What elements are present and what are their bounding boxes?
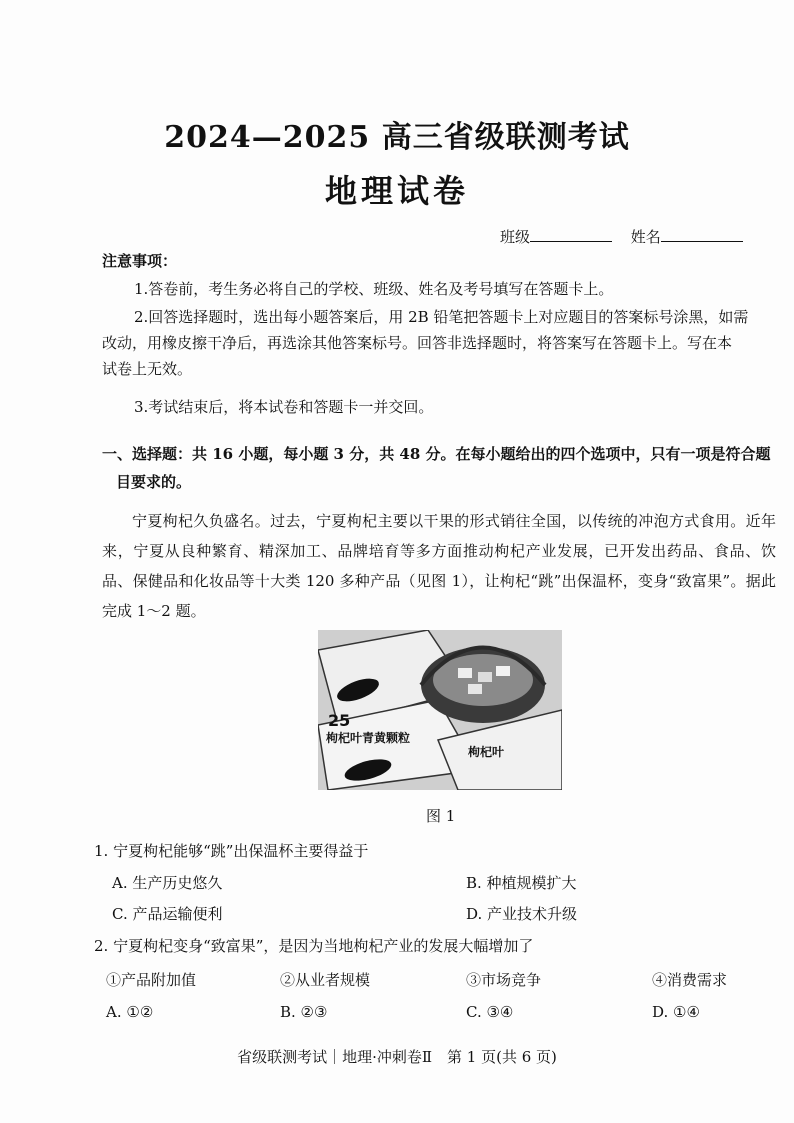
- class-label: 班级: [500, 228, 531, 246]
- question-2-option-b: B. ②③: [280, 1003, 328, 1021]
- reading-passage: 宁夏枸杞久负盛名。过去，宁夏枸杞主要以干果的形式销往全国，以传统的冲泡方式食用。近年来，宁夏从良种繁育、精深加工、品牌培育等多方面推动枸杞产业发展，已开发出药品、食品、饮品、保健品和化妆品等十大类 120 多种产品（见图 1），让枸杞“跳”出保温杯，变身“致富果”。据此完成 1～2 题。: [102, 512, 776, 620]
- goji-products-image: [318, 630, 562, 790]
- notice-item-2: [102, 304, 774, 382]
- page-footer: 省级联测考试｜地理·冲刺卷Ⅱ 第 1 页(共 6 页): [237, 1048, 557, 1066]
- notice-item-2-line-2: 改动，用橡皮擦干净后，再选涂其他答案标号。回答非选择题时，将答案写在答题卡上。写在本: [102, 334, 733, 352]
- question-1-option-b: B. 种植规模扩大: [466, 874, 577, 892]
- name-label: 姓名: [630, 228, 661, 246]
- box-label-1: 枸杞叶青黄颗粒: [326, 731, 411, 745]
- goji-products-photo: [318, 630, 562, 790]
- figure-caption: 图 1: [426, 807, 456, 825]
- box-label-2: 25: [328, 711, 351, 730]
- student-info-fields: [500, 226, 757, 247]
- question-2-option-a: A. ①②: [106, 1003, 154, 1021]
- section-heading-line-2: 目要求的。: [116, 473, 192, 491]
- question-2-stem: 2. 宁夏枸杞变身“致富果”，是因为当地枸杞产业的发展大幅增加了: [94, 937, 534, 955]
- question-2-statement-3: ③市场竞争: [466, 971, 542, 989]
- question-2-statement-2: ②从业者规模: [280, 971, 371, 989]
- question-1-stem: 1. 宁夏枸杞能够“跳”出保温杯主要得益于: [94, 842, 369, 860]
- notice-item-1: 1.答卷前，考生务必将自己的学校、班级、姓名及考号填写在答题卡上。: [134, 280, 614, 298]
- question-2-statement-4: ④消费需求: [652, 971, 728, 989]
- question-1-option-d: D. 产业技术升级: [466, 905, 578, 923]
- notice-item-2-line-3: 试卷上无效。: [102, 360, 193, 378]
- question-1-option-c: C. 产品运输便利: [112, 905, 223, 923]
- name-blank: [661, 229, 743, 242]
- section-heading-line-1: 一、选择题：共 16 小题，每小题 3 分，共 48 分。在每小题给出的四个选项中，只有一项是符合题: [102, 445, 771, 463]
- question-2-statement-1: ①产品附加值: [106, 971, 197, 989]
- question-1-option-a: A. 生产历史悠久: [112, 874, 223, 892]
- section-heading: [102, 440, 780, 496]
- question-2-option-c: C. ③④: [466, 1003, 514, 1021]
- box-label-3: 枸杞叶: [468, 745, 505, 759]
- exam-title: 2024—2025 高三省级联测考试: [164, 120, 630, 155]
- question-2-option-d: D. ①④: [652, 1003, 700, 1021]
- class-blank: [530, 229, 612, 242]
- notice-item-2-line-1: 2.回答选择题时，选出每小题答案后，用 2B 铅笔把答题卡上对应题目的答案标号涂黑，如需: [134, 308, 749, 326]
- notice-item-3: 3.考试结束后，将本试卷和答题卡一并交回。: [134, 398, 434, 416]
- notice-heading: 注意事项：: [102, 252, 178, 270]
- exam-subtitle: 地理试卷: [324, 172, 469, 210]
